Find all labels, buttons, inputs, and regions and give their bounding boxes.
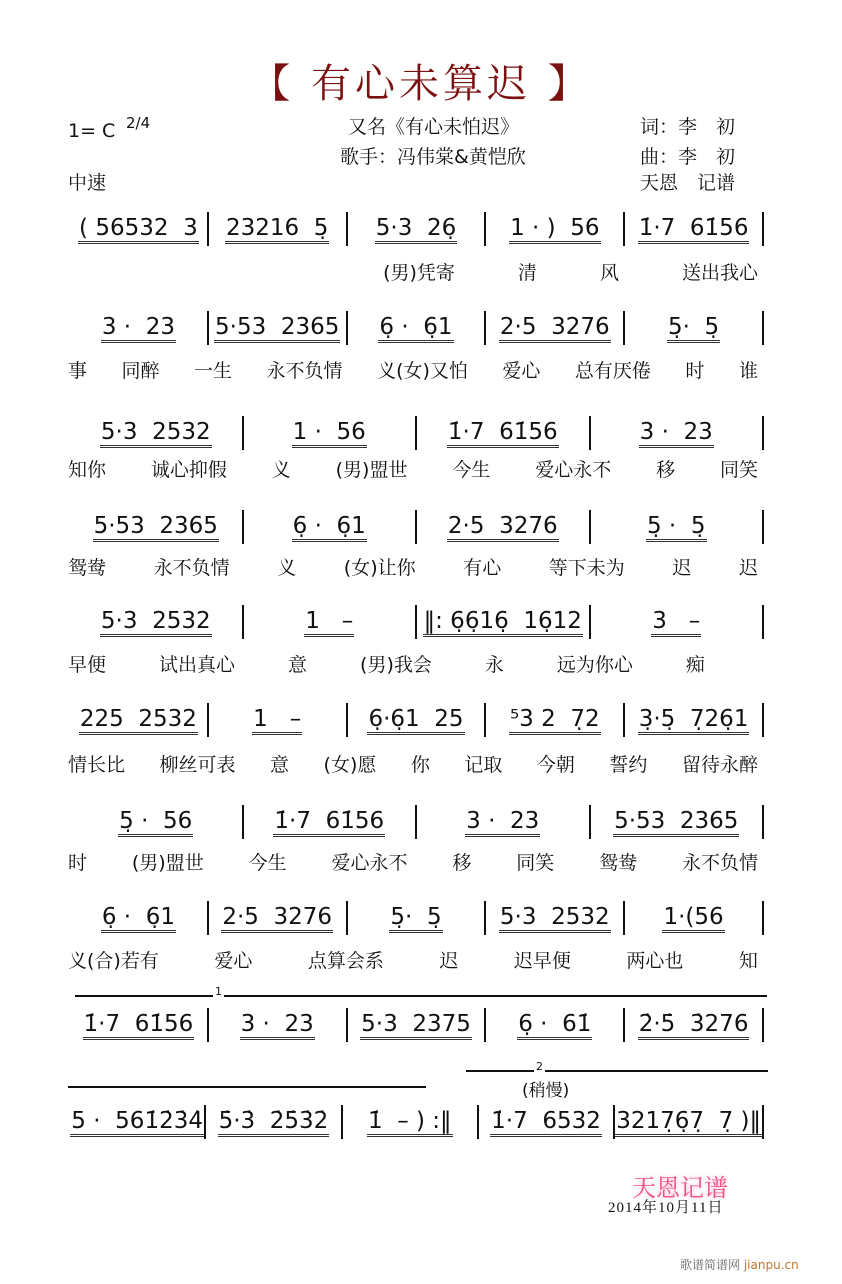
lyrics-line	[68, 553, 758, 580]
measure-notes: 3 · 23	[639, 419, 714, 448]
measure	[70, 1105, 206, 1139]
measure	[591, 416, 765, 450]
lyric-segment: 今朝	[536, 754, 575, 776]
measure	[70, 901, 209, 935]
measure	[244, 605, 418, 639]
lyric-segment: 等下未为	[548, 557, 625, 579]
lyrics-line	[68, 650, 758, 677]
measure-notes: 3 · 23	[101, 314, 176, 343]
lyric-segment: 义(女)又怕	[377, 360, 468, 382]
measure-notes: 5·53 2365	[93, 513, 219, 542]
measure	[486, 311, 625, 345]
notation-line	[70, 1008, 764, 1042]
measure	[348, 1008, 487, 1042]
lyric-segment: 清	[517, 262, 537, 284]
notation-line	[70, 901, 764, 935]
lyric-segment: (女)让你	[343, 557, 416, 579]
lyrics-line	[68, 258, 758, 285]
lyric-segment: 今生	[248, 852, 287, 874]
measure-notes: 2̇·5̇ 3̇276	[638, 1011, 750, 1040]
lyric-segment: 谁	[738, 360, 758, 382]
measure	[625, 1008, 764, 1042]
measure	[348, 703, 487, 737]
notation-line	[70, 510, 764, 544]
measure-notes: 6̣·6̣1 25	[367, 706, 464, 735]
measure-notes: 1 –	[252, 706, 302, 735]
lyric-segment: 迟	[738, 557, 758, 579]
lyric-segment: 试出真心	[159, 654, 236, 676]
lyric-segment: 移	[452, 852, 472, 874]
lyric-segment: 爱心永不	[535, 459, 612, 481]
lyrics-line	[68, 946, 758, 973]
measure-notes: ( 56532 3	[78, 215, 199, 244]
lyric-segment: 点算会系	[307, 950, 384, 972]
volta-2-label: 2	[536, 1060, 543, 1073]
measure-notes: 5·3 2375	[360, 1011, 472, 1040]
measure-notes: 1·(56	[662, 904, 724, 933]
measure-notes: 3̣·5̣ 7̣26̣1	[638, 706, 750, 735]
measure	[70, 416, 244, 450]
measure	[348, 212, 487, 246]
measure-notes: 5̇·3̇ 2̇5̇3̇2̇	[218, 1108, 330, 1137]
lyric-segment: 爱心	[214, 950, 253, 972]
notation-line	[70, 212, 764, 246]
lyric-segment: 知	[738, 950, 758, 972]
measure-notes: 1 · ) 56	[509, 215, 600, 244]
lyric-segment: 同醉	[121, 360, 160, 382]
measure-notes: 5̣· 5̣	[667, 314, 720, 343]
date: 2014年10月11日	[608, 1200, 724, 1216]
measure	[209, 311, 348, 345]
lyric-segment: 义	[277, 557, 297, 579]
measure-notes: ‖: 6̣6̣16̣ 16̣12	[423, 608, 583, 637]
lyric-segment: (男)凭寄	[383, 262, 455, 284]
measure-notes: 1̇·7 61̇56	[273, 808, 385, 837]
measure	[486, 703, 625, 737]
tempo-change-note: (稍慢)	[522, 1081, 570, 1101]
notation-line	[70, 703, 764, 737]
lyric-segment: 鸳鸯	[599, 852, 638, 874]
measure-notes: 3 · 23	[465, 808, 540, 837]
measure	[244, 510, 418, 544]
measure	[209, 703, 348, 737]
measure-notes: 2·5 3276	[221, 904, 333, 933]
measure-notes: 1 · 56	[292, 419, 367, 448]
lyric-segment: 柳丝可表	[159, 754, 236, 776]
lyric-segment: 有心	[463, 557, 502, 579]
lyric-segment: 今生	[452, 459, 491, 481]
measure	[209, 901, 348, 935]
measure	[70, 212, 209, 246]
measure-notes: 5·3 2532	[100, 608, 212, 637]
measure	[70, 703, 209, 737]
measure	[244, 416, 418, 450]
lyric-segment: 同笑	[719, 459, 758, 481]
transcriber-stamp: 天恩记谱	[632, 1174, 728, 1202]
measure	[348, 311, 487, 345]
measure	[70, 510, 244, 544]
measure	[417, 510, 591, 544]
measure	[479, 1105, 615, 1139]
measure	[417, 605, 591, 639]
lyric-segment: 知你	[68, 459, 107, 481]
measure-notes: 5·53 2365	[613, 808, 739, 837]
lyric-segment: 迟	[439, 950, 459, 972]
measure	[209, 1008, 348, 1042]
notation-line	[70, 605, 764, 639]
singer: 歌手：冯伟棠&黄恺欣	[340, 146, 526, 168]
lyric-segment: 时	[685, 360, 705, 382]
lyric-segment: 同笑	[516, 852, 555, 874]
measure-notes: 1 –	[304, 608, 354, 637]
measure	[591, 805, 765, 839]
lyric-segment: 情长比	[68, 754, 126, 776]
notation-line	[70, 416, 764, 450]
lyric-segment: (男)盟世	[131, 852, 204, 874]
lyric-segment: 风	[599, 262, 619, 284]
measure	[625, 212, 764, 246]
lyric-segment: 永不负情	[681, 852, 758, 874]
composer: 曲：李 初	[640, 146, 736, 168]
lyric-segment: 时	[68, 852, 88, 874]
measure	[70, 311, 209, 345]
measure	[70, 605, 244, 639]
measure-notes: 5 · 561̇2̇3̇4̇	[70, 1108, 204, 1137]
lyric-segment: 鸳鸯	[68, 557, 107, 579]
volta-bracket-1	[75, 985, 767, 1009]
lyric-segment: 留待永醉	[681, 754, 758, 776]
measure-notes: 5·3 2532	[499, 904, 611, 933]
measure	[486, 1008, 625, 1042]
lyric-segment: 爱心永不	[331, 852, 408, 874]
measure-notes: 225 2532	[79, 706, 198, 735]
measure-notes: 6̣ · 6̣1	[292, 513, 367, 542]
lyrics-line	[68, 750, 758, 777]
measure	[591, 510, 765, 544]
measure-notes: 5·3 2532	[100, 419, 212, 448]
lyric-segment: 誓约	[609, 754, 648, 776]
tempo: 中速	[68, 172, 107, 194]
measure-notes: 5·53 2365	[214, 314, 340, 343]
measure	[70, 805, 244, 839]
measure-notes: 3217̣6̣7̣ 7̣ )‖	[615, 1108, 762, 1137]
measure-notes: 5·3 26̣	[375, 215, 457, 244]
measure-notes: 1̇·7 6532	[490, 1108, 602, 1137]
measure	[486, 212, 625, 246]
measure-notes: 5̣· 5̣	[389, 904, 442, 933]
lyric-segment: 痴	[685, 654, 705, 676]
measure-notes: 5̣ · 5̣	[646, 513, 707, 542]
measure-notes: 1̇·7 61̇56	[638, 215, 750, 244]
measure	[244, 805, 418, 839]
measure	[625, 311, 764, 345]
measure	[486, 901, 625, 935]
lyric-segment: 意	[288, 654, 308, 676]
lyrics-line	[68, 356, 758, 383]
lyric-segment: 事	[68, 360, 88, 382]
lyric-segment: (男)我会	[360, 654, 432, 676]
measure	[625, 901, 764, 935]
measure-notes: 6̣ · 61̇	[517, 1011, 592, 1040]
lyric-segment: 永不负情	[153, 557, 230, 579]
alt-name: 又名《有心未怕迟》	[348, 116, 520, 138]
lyric-segment: 两心也	[626, 950, 684, 972]
lyric-segment: 一生	[194, 360, 233, 382]
watermark	[680, 1256, 799, 1273]
lyric-segment: (男)盟世	[335, 459, 408, 481]
lyric-segment: 远为你心	[556, 654, 633, 676]
lyric-segment: 爱心	[502, 360, 541, 382]
lyric-segment: 记取	[464, 754, 503, 776]
measure	[417, 416, 591, 450]
measure-notes: 1̇·7 61̇56	[83, 1011, 195, 1040]
transcriber: 天恩 记谱	[640, 172, 736, 194]
measure-notes: 1̇·7 61̇56	[447, 419, 559, 448]
measure-notes: 2·5 3276	[499, 314, 611, 343]
measure	[625, 703, 764, 737]
key-signature: 1= C	[68, 120, 116, 142]
measure	[348, 901, 487, 935]
measure	[615, 1105, 764, 1139]
lyrics-line	[68, 848, 758, 875]
lyric-segment: 义	[271, 459, 291, 481]
measure-notes: ⁵3 2 7̣2	[509, 706, 601, 735]
watermark-en: jianpu.cn	[743, 1258, 799, 1272]
lyric-segment: 诚心抑假	[150, 459, 227, 481]
page-title: 【 有心未算迟 】	[250, 61, 592, 107]
measure-notes: 3 –	[651, 608, 701, 637]
measure-notes: 3 · 23	[240, 1011, 315, 1040]
measure	[417, 805, 591, 839]
measure-notes: 6̣ · 6̣1	[378, 314, 453, 343]
time-signature: 2/4	[126, 114, 151, 132]
lyrics-line	[68, 455, 758, 482]
measure-notes: 23216 5̣	[225, 215, 329, 244]
volta-bracket-2	[466, 1060, 768, 1084]
measure-notes: 5̣ · 56	[118, 808, 193, 837]
lyric-segment: 迟早便	[513, 950, 571, 972]
watermark-cn: 歌谱简谱网	[680, 1258, 741, 1272]
lyric-segment: 移	[656, 459, 676, 481]
lyric-segment: 意	[270, 754, 290, 776]
measure	[70, 1008, 209, 1042]
lyric-segment: 早便	[68, 654, 107, 676]
lyric-segment: 送出我心	[681, 262, 758, 284]
lyric-segment: 永不负情	[266, 360, 343, 382]
lyric-segment: (女)愿	[323, 754, 377, 776]
measure-notes: 6̣ · 6̣1	[101, 904, 176, 933]
notation-line	[70, 311, 764, 345]
measure-notes: 2·5 3276	[447, 513, 559, 542]
lyricist: 词：李 初	[640, 116, 736, 138]
lyric-segment: 永	[484, 654, 504, 676]
volta-1-continuation	[68, 1086, 426, 1088]
lyric-segment: 义(合)若有	[68, 950, 159, 972]
measure	[209, 212, 348, 246]
measure	[591, 605, 765, 639]
lyric-segment: 迟	[672, 557, 692, 579]
lyric-segment: 总有厌倦	[574, 360, 651, 382]
measure	[343, 1105, 479, 1139]
measure	[206, 1105, 342, 1139]
measure-notes: 1̇ – ) :‖	[367, 1108, 453, 1137]
volta-1-label: 1	[215, 985, 222, 998]
lyric-segment: 你	[410, 754, 430, 776]
notation-line	[70, 805, 764, 839]
notation-line	[70, 1105, 764, 1139]
